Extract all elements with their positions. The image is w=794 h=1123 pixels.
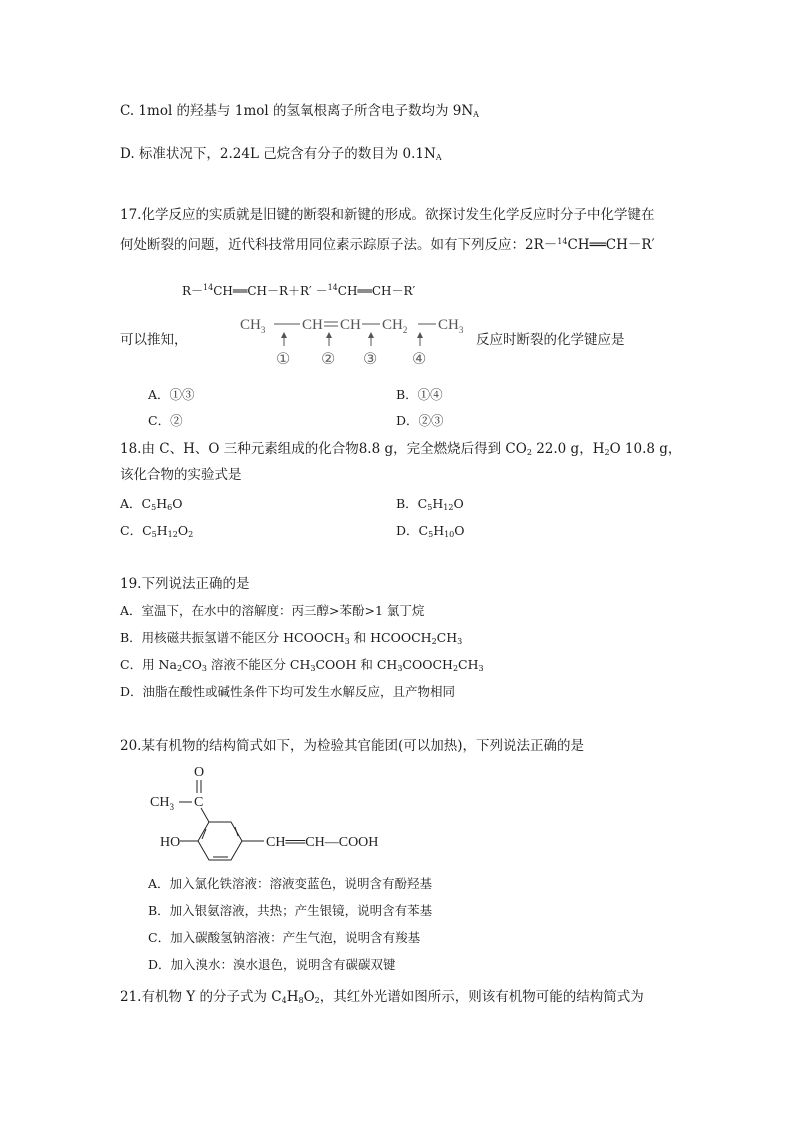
q16-option-d-text: D. 标准状况下，2.24L 己烷含有分子的数目为 0.1N <box>120 146 436 162</box>
q17-molecule-diagram <box>238 310 468 370</box>
bond-label-3: ③ <box>363 351 378 368</box>
q20-option-b[interactable]: B．加入银氨溶液，共热；产生银镜，说明含有苯基 <box>148 903 433 918</box>
q20-option-a[interactable]: A．加入氯化铁溶液：溶液变蓝色，说明含有酚羟基 <box>148 876 433 891</box>
struct-carbonyl-c: C <box>194 795 204 810</box>
q16-option-c-text: C. 1mol 的羟基与 1mol 的氢氧根离子所含电子数均为 9N <box>120 103 474 119</box>
mol-ch-2: CH <box>302 317 323 333</box>
q18-stem-line1: 18.由 C、H、O 三种元素组成的化合物8.8 g，完全燃烧后得到 $CO_2$ 22.0 g，$H_2O$ 10.8 g， <box>120 441 682 457</box>
q17-after-label: 反应时断裂的化学键应是 <box>476 332 625 348</box>
q21-stem: 21.有机物 Y 的分子式为 $C_4H_8O_2$，其红外光谱如图所示，则该有机物可能的结构简式为 <box>120 989 644 1005</box>
q19-option-c[interactable]: C．用 $Na_2CO_3$ 溶液不能区分 $CH_3COOH$ 和 $CH_3COOCH_2CH_3$ <box>120 657 484 673</box>
q18-option-b[interactable]: B．$C_5H_{12}O$ <box>396 496 464 512</box>
q20-stem: 20.某有机物的结构简式如下，为检验其官能团(可以加热)，下列说法正确的是 <box>120 738 585 754</box>
q20-option-c[interactable]: C．加入碳酸氢钠溶液：产生气泡，说明含有羧基 <box>148 930 421 945</box>
struct-ring-bond <box>201 808 209 822</box>
struct-o: O <box>194 765 205 780</box>
q17-option-c[interactable]: C．② <box>148 413 183 428</box>
bond-label-1: ① <box>276 351 291 368</box>
q18-stem-line2: 该化合物的实验式是 <box>120 467 242 483</box>
q17-equation: R－$^{14}$CH══CH－R＋R′ －$^{14}$CH══CH－R′ <box>182 283 416 298</box>
q17-stem-line1: 17.化学反应的实质就是旧键的断裂和新键的形成。欲探讨发生化学反应时分子中化学键在 <box>120 207 655 223</box>
q17-option-a[interactable]: A．①③ <box>148 387 195 402</box>
benzene-inner-bond-2 <box>235 827 238 836</box>
q19-option-a[interactable]: A．室温下，在水中的溶解度：丙三醇>苯酚>1 氯丁烷 <box>120 603 425 618</box>
q16-option-c[interactable]: C. 1mol 的羟基与 1mol 的氢氧根离子所含电子数均为 $9N_A$ <box>120 103 479 119</box>
mol-ch-4: $CH_2$ <box>382 317 408 335</box>
struct-side-chain: CH══CH—COOH <box>266 835 379 850</box>
q20-structure-diagram <box>146 760 396 864</box>
q17-infer-label: 可以推知， <box>120 332 188 348</box>
q18-option-a[interactable]: A．$C_5H_6O$ <box>120 496 183 512</box>
struct-ch3: $CH_3$ <box>150 795 174 812</box>
q17-option-b[interactable]: B．①④ <box>396 387 443 402</box>
q19-option-d[interactable]: D．油脂在酸性或碱性条件下均可发生水解反应，且产物相同 <box>120 684 456 699</box>
q19-stem: 19.下列说法正确的是 <box>120 576 250 592</box>
mol-ch-1: $CH_3$ <box>240 317 266 335</box>
mol-ch-5: $CH_3$ <box>438 317 464 335</box>
mol-ch-3: CH <box>340 317 361 333</box>
q16-option-d[interactable]: D. 标准状况下，2.24L 己烷含有分子的数目为 $0.1N_A$ <box>120 146 442 162</box>
bond-label-4: ④ <box>412 351 427 368</box>
q18-option-c[interactable]: C．$C_5H_{12}O_2$ <box>120 523 194 539</box>
q19-option-b[interactable]: B．用核磁共振氢谱不能区分 $HCOOCH_3$ 和 $HCOOCH_2CH_3$ <box>120 630 463 646</box>
q20-option-d[interactable]: D．加入溴水：溴水退色，说明含有碳碳双键 <box>148 957 396 972</box>
q18-option-d[interactable]: D．$C_5H_{10}O$ <box>396 523 465 539</box>
q17-option-d[interactable]: D．②③ <box>396 413 444 428</box>
q17-stem-line2: 何处断裂的问题，近代科技常用同位素示踪原子法。如有下列反应：2R－$^{14}$CH══CH－R′ <box>120 237 655 253</box>
bond-label-2: ② <box>321 351 336 368</box>
struct-ho: HO <box>160 835 181 850</box>
